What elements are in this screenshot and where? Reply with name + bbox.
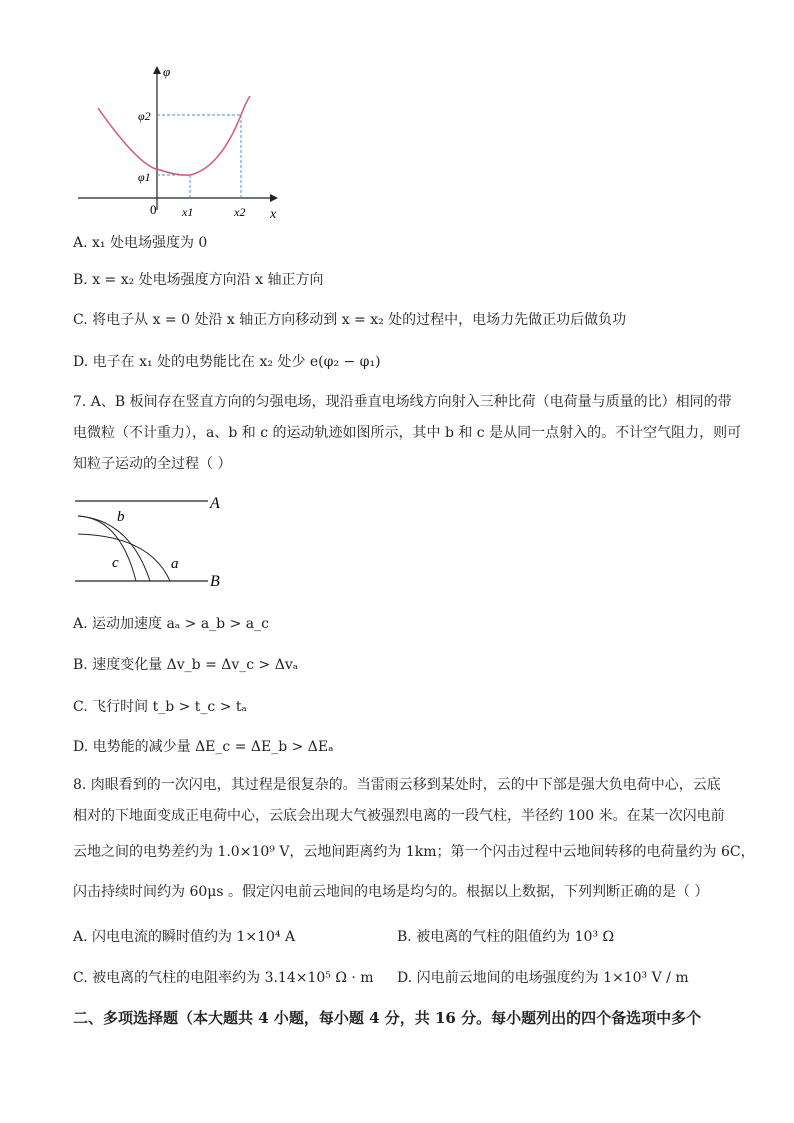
q8-stem-line1: 8. 肉眼看到的一次闪电，其过程是很复杂的。当雷雨云移到某处时，云的中下部是强大负电荷中心，云底 [73, 777, 721, 793]
phi-axis-arrow [153, 66, 161, 74]
trajectory-c-label: c [112, 555, 119, 571]
origin-label: 0 [150, 202, 157, 217]
trajectory-a-label: a [171, 556, 179, 572]
q6-option-a: A. x₁ 处电场强度为 0 [73, 235, 208, 251]
phi2-label: φ2 [138, 109, 151, 123]
q8-stem-line4: 闪击持续时间约为 60μs 。假定闪电前云地间的电场是均匀的。根据以上数据，下列判断正确的是（ ） [73, 884, 709, 900]
q7-stem-line1: 7. A、B 板间存在竖直方向的匀强电场，现沿垂直电场线方向射入三种比荷（电荷量与质量的比）相同的带 [73, 394, 732, 410]
q8-stem-line2: 相对的下地面变成正电荷中心，云底会出现大气被强烈电离的一段气柱，半径约 100 米。在某一次闪电前 [73, 808, 725, 824]
phi1-label: φ1 [138, 170, 151, 184]
x-axis-arrow [270, 194, 278, 202]
q7-stem-line3: 知粒子运动的全过程（ ） [73, 456, 232, 472]
q7-option-d: D. 电势能的减少量 ΔE_c = ΔE_b > ΔEₐ [73, 739, 334, 755]
x-axis-label: x [270, 207, 277, 222]
q8-stem-line3: 云地之间的电势差约为 1.0×10⁹ V，云地间距离约为 1km；第一个闪击过程中云地间转移的电荷量约为 6C， [73, 844, 755, 860]
q6-option-c: C. 将电子从 x = 0 处沿 x 轴正方向移动到 x = x₂ 处的过程中，电场力先做正功后做负功 [73, 312, 627, 328]
phi-axis-label: φ [163, 64, 171, 79]
plate-a-label: A [210, 495, 220, 512]
trajectory-b [78, 516, 150, 581]
section2-heading: 二、多项选择题（本大题共 4 小题，每小题 4 分，共 16 分。每小题列出的四个备选项中多个 [73, 1009, 702, 1027]
x2-label: x2 [234, 205, 246, 219]
q7-option-c: C. 飞行时间 t_b > t_c > tₐ [73, 699, 247, 715]
q8-option-c: C. 被电离的气柱的电阻率约为 3.14×10⁵ Ω · m [73, 970, 374, 986]
trajectory-a [78, 534, 170, 581]
potential-graph [60, 60, 290, 225]
trajectory-b-label: b [117, 509, 125, 525]
q6-option-d: D. 电子在 x₁ 处的电势能比在 x₂ 处少 e(φ₂ − φ₁) [73, 354, 381, 370]
q8-option-b: B. 被电离的气柱的阻值约为 10³ Ω [397, 929, 615, 945]
plate-b-label: B [210, 573, 220, 590]
potential-curve [98, 96, 250, 175]
q7-stem-line2: 电微粒（不计重力），a、b 和 c 的运动轨迹如图所示，其中 b 和 c 是从同一点射入的。不计空气阻力，则可 [73, 425, 742, 441]
q6-option-b: B. x = x₂ 处电场强度方向沿 x 轴正方向 [73, 272, 324, 288]
q8-option-a: A. 闪电电流的瞬时值约为 1×10⁴ A [73, 929, 296, 945]
x1-label: x1 [182, 205, 194, 219]
q7-option-b: B. 速度变化量 Δv_b = Δv_c > Δvₐ [73, 657, 299, 673]
plates-diagram [70, 490, 240, 590]
trajectory-c [78, 516, 136, 581]
q7-option-a: A. 运动加速度 aₐ > a_b > a_c [73, 616, 269, 632]
q8-option-d: D. 闪电前云地间的电场强度约为 1×10³ V / m [397, 970, 689, 986]
